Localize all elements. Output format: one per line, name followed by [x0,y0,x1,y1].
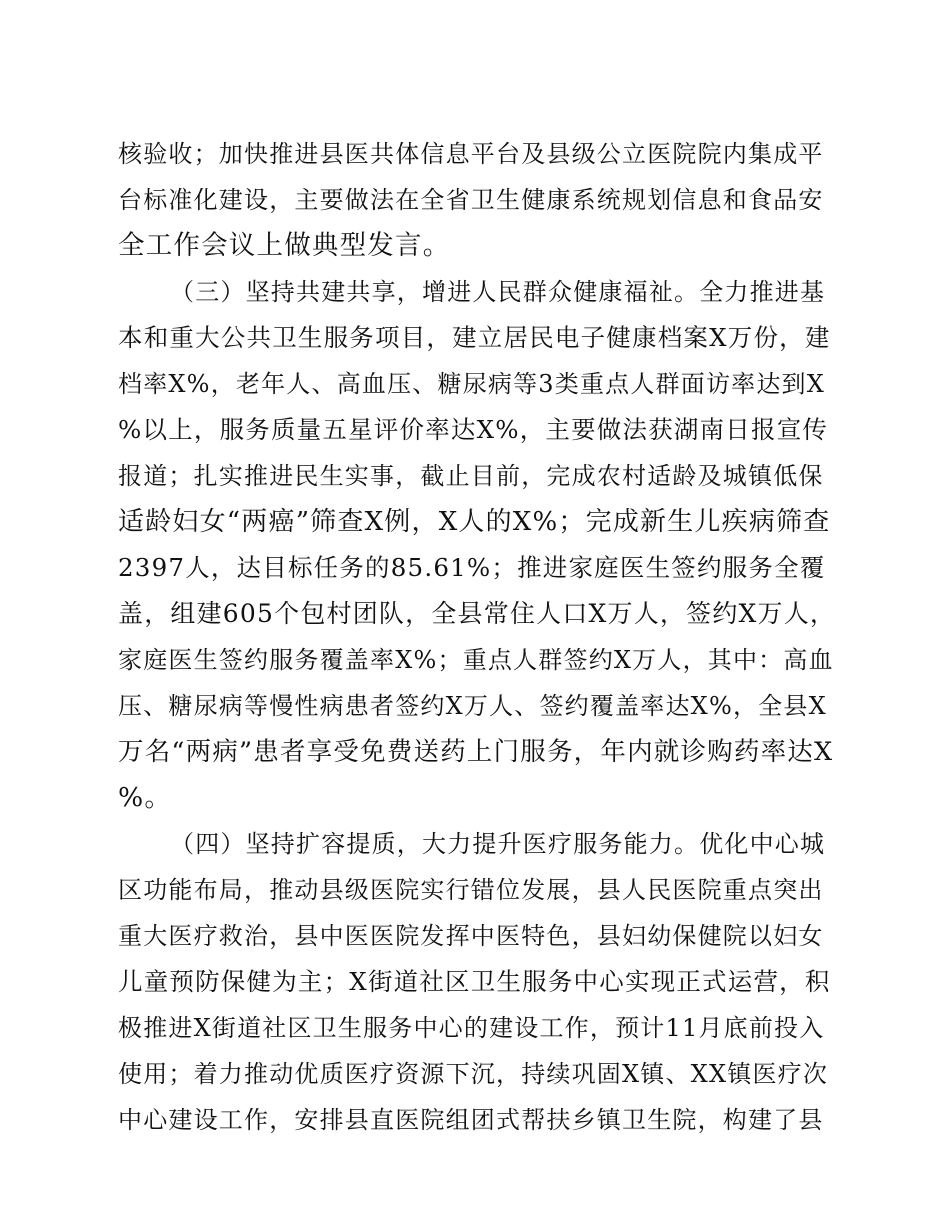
text-line: 压、糖尿病等慢性病患者签约X万人、签约覆盖率达X%，全县X [118,692,827,720]
text-line: 家庭医生签约服务覆盖率X%；重点人群签约X万人，其中：高血 [118,646,834,674]
text-line: 全工作会议上做典型发言。 [118,230,451,261]
text-line: 重大医疗救治，县中医医院发挥中医特色，县妇幼保健院以妇女 [118,922,824,950]
paragraph-heading-line: （三）坚持共建共享，增进人民群众健康福祉。全力推进基 [170,278,826,306]
text-line: 2397人，达目标任务的85.61%；推进家庭医生签约服务全覆 [118,553,826,582]
text-line: 盖，组建605个包村团队，全县常住人口X万人，签约X万人， [118,599,837,628]
text-line: 万名“两病”患者享受免费送药上门服务，年内就诊购药率达X [118,737,834,767]
text-line: 中心建设工作，安排县直医院组团式帮扶乡镇卫生院，构建了县 [118,1106,824,1134]
text-line: %。 [118,782,173,813]
text-line: 核验收；加快推进县医共体信息平台及县级公立医院院内集成平 [118,140,824,168]
text-line: 报道；扎实推进民生实事，截止目前，完成农村适龄及城镇低保 [118,462,824,490]
text-line: %以上，服务质量五星评价率达X%，主要做法获湖南日报宣传 [118,415,829,444]
text-line: 本和重大公共卫生服务项目，建立居民电子健康档案X万份，建 [118,323,831,352]
text-line: 适龄妇女“两癌”筛查X例，X人的X%；完成新生儿疾病筛查 [118,507,831,537]
text-line: 台标准化建设，主要做法在全省卫生健康系统规划信息和食品安 [118,186,824,214]
text-line: 极推进X街道社区卫生服务中心的建设工作，预计11月底前投入 [118,1014,825,1042]
text-line: 档率X%，老年人、高血压、糖尿病等3类重点人群面访率达到X [118,370,826,398]
paragraph-heading-line: （四）坚持扩容提质，大力提升医疗服务能力。优化中心城 [170,830,826,858]
text-line: 区功能布局，推动县级医院实行错位发展，县人民医院重点突出 [118,876,824,904]
text-line: 使用；着力推动优质医疗资源下沉，持续巩固X镇、XX镇医疗次 [118,1060,829,1088]
text-line: 儿童预防保健为主；X街道社区卫生服务中心实现正式运营，积 [118,967,831,996]
